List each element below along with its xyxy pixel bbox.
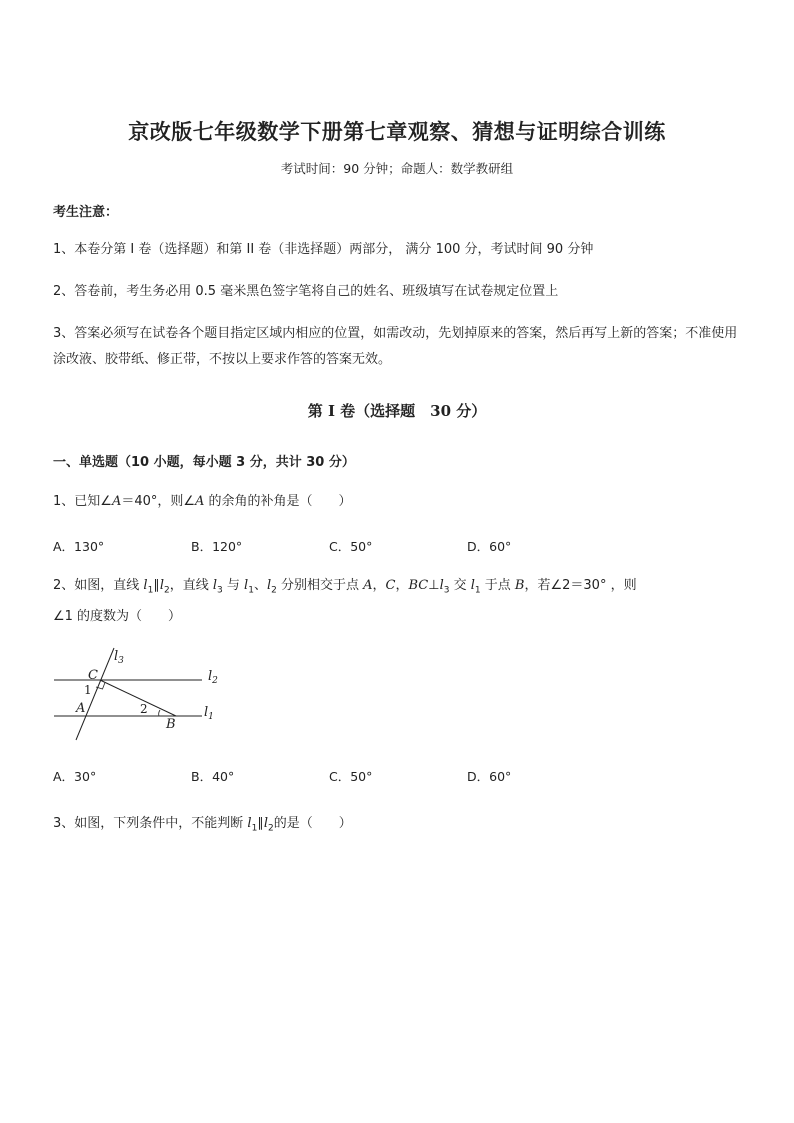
- q2-sub: 1: [147, 585, 154, 596]
- q2-l: l: [159, 578, 164, 593]
- q2-l: l: [244, 578, 249, 593]
- q2-parallel: ∥: [153, 578, 160, 593]
- angle-2-arc: [159, 710, 160, 716]
- notice-heading: 考生注意：: [53, 205, 119, 220]
- q1-angle-a: A: [111, 494, 122, 509]
- exam-info: 考试时间：90 分钟；命题人：数学教研组: [280, 161, 514, 176]
- q2-line2: ∠1 的度数为（ ）: [53, 608, 182, 624]
- q2-l: l: [143, 578, 148, 593]
- label-l3: $l_3$: [114, 649, 124, 666]
- q1-option-d[interactable]: D．60°: [467, 539, 512, 554]
- q2-l: l: [266, 578, 272, 593]
- q2-perp: ⊥: [428, 578, 440, 593]
- q3-l: l: [247, 816, 252, 831]
- q3-l: l: [263, 816, 268, 831]
- q2-sub: 1: [474, 585, 481, 596]
- section-title: 第 I 卷（选择题 30 分）: [307, 402, 487, 420]
- q2-text: ，直线: [169, 578, 213, 593]
- q2-text: 与: [222, 578, 245, 593]
- notice-item-1: 1、本卷分第 I 卷（选择题）和第 II 卷（非选择题）两部分， 满分 100 分，考试时间 90 分钟: [53, 242, 594, 257]
- q3-parallel: ∥: [257, 816, 264, 831]
- question-1: [53, 489, 743, 515]
- notice-item-2: 2、答卷前，考生务必用 0.5 毫米黑色签字笔将自己的姓名、班级填写在试卷规定位置上: [53, 284, 559, 299]
- label-angle-1: 1: [84, 683, 92, 697]
- q2-sub: 2: [163, 585, 170, 596]
- q2-text: ，: [395, 578, 409, 593]
- q2-point: B: [514, 578, 525, 593]
- label-a: A: [76, 701, 86, 716]
- q1-suffix: 的余角的补角是（ ）: [204, 494, 352, 509]
- q2-sub: 2: [271, 585, 277, 596]
- question-3: [53, 811, 743, 842]
- label-c: C: [88, 668, 98, 683]
- q2-text: ，若∠2＝30° ，则: [524, 578, 637, 593]
- q2-point: A: [363, 578, 373, 593]
- q2-sub: 3: [217, 585, 223, 596]
- line-l3: [76, 648, 114, 740]
- q1-option-a[interactable]: A．130°: [53, 539, 105, 554]
- label-l1: $l_1$: [204, 705, 214, 722]
- q2-point: C: [385, 578, 396, 593]
- q2-option-b[interactable]: B．40°: [191, 769, 235, 784]
- q1-mid: ＝40°，则∠: [121, 494, 196, 509]
- q2-text: 交: [449, 578, 471, 593]
- label-b: B: [166, 717, 176, 732]
- q2-l: l: [470, 578, 475, 593]
- notice-item-3: 3、答案必须写在试卷各个题目指定区域内相应的位置，如需改动，先划掉原来的答案，然后再写上新的答案；不准使用涂改液、胶带纸、修正带，不按以上要求作答的答案无效。: [53, 326, 738, 367]
- label-angle-2: 2: [140, 702, 148, 716]
- q2-text: 于点: [480, 578, 515, 593]
- page-title: 京改版七年级数学下册第七章观察、猜想与证明综合训练: [128, 119, 666, 144]
- label-l2: $l_2$: [208, 669, 218, 686]
- q2-text: 分别相交于点: [276, 578, 364, 593]
- part-heading: 一、单选题（10 小题，每小题 3 分，共计 30 分）: [53, 455, 355, 470]
- q2-segment: BC: [408, 578, 429, 593]
- q1-option-c[interactable]: C．50°: [329, 539, 373, 554]
- q2-l: l: [212, 578, 218, 593]
- q2-option-c[interactable]: C．50°: [329, 769, 373, 784]
- q2-figure: [52, 640, 232, 745]
- q3-text: 3、如图，下列条件中，不能判断: [53, 816, 248, 831]
- question-2: [53, 573, 743, 630]
- q3-text: 的是（ ）: [273, 816, 352, 831]
- q1-prefix: 1、已知∠: [53, 494, 112, 509]
- q2-sub: 3: [443, 585, 450, 596]
- segment-bc: [100, 680, 176, 716]
- q2-text: 、: [253, 578, 267, 593]
- q2-option-a[interactable]: A．30°: [53, 769, 97, 784]
- q3-sub: 2: [267, 823, 274, 834]
- q2-option-d[interactable]: D．60°: [467, 769, 512, 784]
- q1-angle-a-2: A: [195, 494, 205, 509]
- q2-text: ，: [372, 578, 386, 593]
- q2-sub: 1: [248, 585, 254, 596]
- q3-sub: 1: [251, 823, 258, 834]
- q1-option-b[interactable]: B．120°: [191, 539, 243, 554]
- q2-l: l: [439, 578, 444, 593]
- q2-text: 2、如图，直线: [53, 578, 144, 593]
